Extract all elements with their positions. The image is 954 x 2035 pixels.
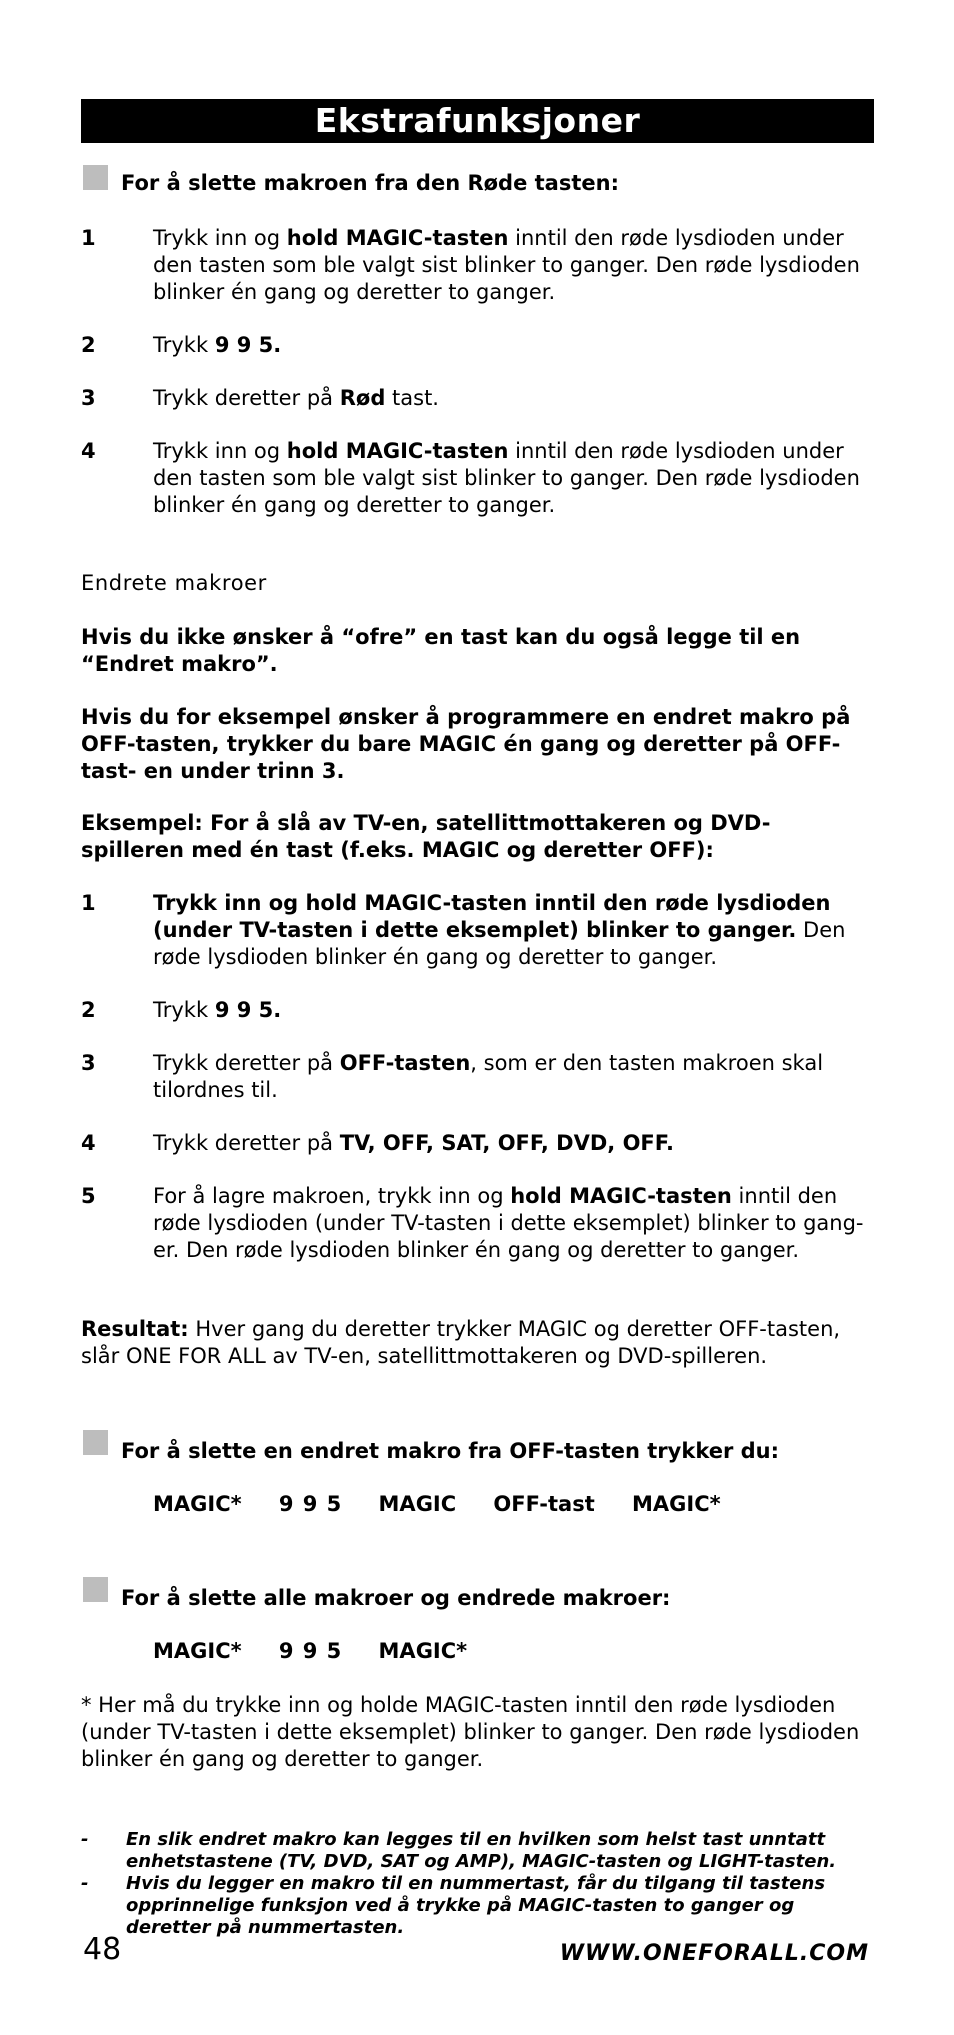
website-url: WWW.ONEFORALL.COM [559,1941,869,1966]
example-heading: Eksempel: For å slå av TV-en, satellittmottakeren og DVD-spilleren med én tast (f.eks. MAGIC og deretter OFF): [81,811,771,862]
step-text: Trykk deretter på TV, OFF, SAT, OFF, DVD, OFF. [153,1131,674,1155]
example-paragraph: Hvis du for eksempel ønsker å programmere en endret makro på OFF-tasten, trykker du bare MAGIC én gang og deretter på OFF-tast- en under trinn 3. [81,705,851,783]
section-heading-delete-red-macro: For å slette makroen fra den Røde tasten: [121,171,619,195]
section-subtitle: Endrete makroer [81,571,267,595]
grey-square-bullet [83,1577,108,1602]
step-text: Trykk deretter på Rød tast. [153,386,439,410]
footnote: * Her må du trykke inn og holde MAGIC-tasten inntil den røde lysdioden (under TV-tasten i dette eksemplet) blinker to ganger. Den røde lysdioden blinker én gang og deretter to ganger. [81,1693,860,1771]
grey-square-bullet [83,1430,108,1455]
section-heading-delete-all-macros: For å slette alle makroer og endrede makroer: [121,1586,671,1610]
step-text: Trykk deretter på OFF-tasten, som er den tasten makroen skal tilordnes til. [153,1051,824,1102]
step-number: 1 [81,226,96,250]
page-title: Ekstrafunksjoner [81,99,874,143]
step-number: 5 [81,1184,96,1208]
note-item: - En slik endret makro kan legges til en hvilken som helst tast unntatt enhetstastene (TV, DVD, SAT og AMP), MAGIC-tasten og LIGHT-tasten. [81,1829,837,1872]
step-text: Trykk 9 9 5. [153,998,282,1022]
key-sequence: MAGIC* 9 9 5 MAGIC OFF-tast MAGIC* [153,1492,721,1516]
step-number: 4 [81,1131,96,1155]
key-sequence: MAGIC* 9 9 5 MAGIC* [153,1639,468,1663]
step-number: 2 [81,333,96,357]
step-text: Trykk inn og hold MAGIC-tasten inntil den røde lysdioden under den tasten som ble valgt sist blinker to ganger. Den røde lysdioden blinker én gang og deretter to ganger. [153,226,860,304]
step-number: 4 [81,439,96,463]
step-text: Trykk 9 9 5. [153,333,282,357]
step-number: 3 [81,386,96,410]
grey-square-bullet [83,165,108,190]
step-text: Trykk inn og hold MAGIC-tasten inntil den røde lysdioden (under TV-tasten i dette eksemplet) blinker to ganger. Den røde lysdioden blinker én gang og deretter to ganger. [153,891,846,969]
section-heading-delete-modified-macro: For å slette en endret makro fra OFF-tasten trykker du: [121,1439,780,1463]
step-text: Trykk inn og hold MAGIC-tasten inntil den røde lysdioden under den tasten som ble valgt sist blinker to ganger. Den røde lysdioden blinker én gang og deretter to ganger. [153,439,860,517]
page-number: 48 [83,1932,122,1967]
step-number: 2 [81,998,96,1022]
notes-list [81,1829,881,1939]
step-number: 1 [81,891,96,915]
result-paragraph: Resultat: Hver gang du deretter trykker MAGIC og deretter OFF-tasten, slår ONE FOR ALL av TV-en, satellittmottakeren og DVD-spilleren. [81,1317,841,1368]
note-item: - Hvis du legger en makro til en nummertast, får du tilgang til tastens opprinnelige funksjon ved å trykke på MAGIC-tasten to ganger og deretter på nummertasten. [81,1873,826,1938]
intro-paragraph: Hvis du ikke ønsker å “ofre” en tast kan du også legge til en “Endret makro”. [81,625,801,676]
step-number: 3 [81,1051,96,1075]
step-text: For å lagre makroen, trykk inn og hold MAGIC-tasten inntil den røde lysdioden (under TV-tasten i dette eksemplet) blinker to gang- er. Den røde lysdioden blinker én gang og deretter to ganger. [153,1184,864,1262]
